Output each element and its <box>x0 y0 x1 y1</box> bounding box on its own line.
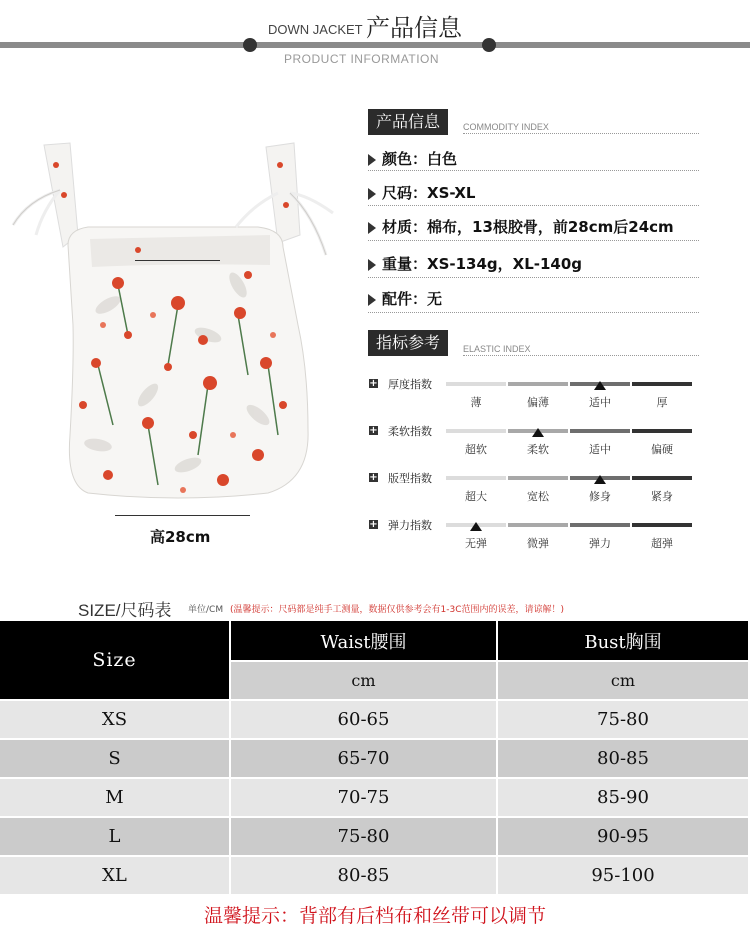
table-row <box>0 778 749 817</box>
index-option: 超软 <box>465 443 487 456</box>
plus-icon: + <box>369 472 378 483</box>
size-table-note: (温馨提示：尺码都是纯手工测量，数据仅供参考会有1-3C范围内的误差，请谅解！) <box>230 605 565 615</box>
elastic-heading: 指标参考 <box>368 330 448 356</box>
height-caption: 高28cm <box>150 528 211 546</box>
info-row-weight <box>368 253 582 274</box>
plus-icon: + <box>369 519 378 530</box>
bullet-icon <box>368 294 376 306</box>
info-text: 尺码：XS-XL <box>382 184 476 202</box>
cell-bust: 75-80 <box>497 700 749 739</box>
index-option: 偏硬 <box>651 443 673 456</box>
index-marker-icon <box>594 381 606 390</box>
cell-bust: 95-100 <box>497 856 749 895</box>
index-bar-segment <box>632 382 692 386</box>
header-cn-title: 产品信息 <box>366 14 462 42</box>
index-bar-segment <box>570 523 630 527</box>
info-row-accessories <box>368 288 442 309</box>
cell-waist: 65-70 <box>230 739 497 778</box>
index-option: 适中 <box>589 396 611 409</box>
header-dot-left <box>243 38 257 52</box>
index-option: 适中 <box>589 443 611 456</box>
measure-line-bottom <box>115 515 250 516</box>
cell-size: L <box>0 817 230 856</box>
divider <box>368 312 699 313</box>
cell-bust: 80-85 <box>497 739 749 778</box>
cell-size: XL <box>0 856 230 895</box>
index-bar-segment <box>570 429 630 433</box>
divider <box>368 240 699 241</box>
info-text: 重量：XS-134g，XL-140g <box>382 255 583 273</box>
index-option: 偏薄 <box>527 396 549 409</box>
index-label: 厚度指数 <box>388 378 432 391</box>
index-bar-segment <box>632 523 692 527</box>
index-option: 超弹 <box>651 537 673 550</box>
index-option: 柔软 <box>527 443 549 456</box>
divider <box>463 133 699 134</box>
cell-waist: 70-75 <box>230 778 497 817</box>
divider <box>368 277 699 278</box>
measure-line-top <box>135 260 220 261</box>
size-table-title: SIZE/尺码表 <box>78 601 172 620</box>
divider <box>368 170 699 171</box>
size-table-unit: 单位/CM <box>188 605 224 615</box>
index-option: 无弹 <box>465 537 487 550</box>
cell-size: M <box>0 778 230 817</box>
cell-waist: 80-85 <box>230 856 497 895</box>
table-row <box>0 700 749 739</box>
info-text: 配件：无 <box>382 290 443 308</box>
index-bar-segment <box>632 476 692 480</box>
index-bar-segment <box>632 429 692 433</box>
cell-waist: 75-80 <box>230 817 497 856</box>
waist-unit: cm <box>230 661 497 700</box>
commodity-heading: 产品信息 <box>368 109 448 135</box>
index-marker-icon <box>470 522 482 531</box>
index-option: 薄 <box>470 396 482 409</box>
bullet-icon <box>368 222 376 234</box>
index-bar-segment <box>446 382 506 386</box>
index-marker-icon <box>594 475 606 484</box>
waist-header: Waist腰围 <box>230 621 497 661</box>
index-option: 紧身 <box>651 490 673 503</box>
index-marker-icon <box>532 428 544 437</box>
index-bar-segment <box>508 523 568 527</box>
index-label: 柔软指数 <box>388 425 432 438</box>
index-bar-segment <box>508 382 568 386</box>
info-text: 颜色：白色 <box>382 150 458 168</box>
info-row-color <box>368 148 457 169</box>
cell-size: S <box>0 739 230 778</box>
cell-size: XS <box>0 700 230 739</box>
info-row-material <box>368 216 674 237</box>
bullet-icon <box>368 154 376 166</box>
header-en-title: DOWN JACKET <box>268 22 363 37</box>
index-bar-segment <box>446 429 506 433</box>
info-text: 材质：棉布，13根胶骨，前28cm后24cm <box>382 218 674 236</box>
plus-icon: + <box>369 425 378 436</box>
bust-unit: cm <box>497 661 749 700</box>
plus-icon: + <box>369 378 378 389</box>
index-option: 厚 <box>656 396 668 409</box>
cell-bust: 90-95 <box>497 817 749 856</box>
footer-note: 温馨提示：背部有后档布和丝带可以调节 <box>203 905 546 927</box>
index-bar-segment <box>446 476 506 480</box>
divider <box>368 205 699 206</box>
index-option: 微弹 <box>527 537 549 550</box>
index-option: 宽松 <box>527 490 549 503</box>
table-row <box>0 856 749 895</box>
elastic-heading-en: ELASTIC INDEX <box>463 344 531 354</box>
commodity-heading-en: COMMODITY INDEX <box>463 122 549 132</box>
index-bar-segment <box>508 476 568 480</box>
index-label: 版型指数 <box>388 472 432 485</box>
product-image <box>8 135 348 515</box>
index-option: 超大 <box>465 490 487 503</box>
bullet-icon <box>368 259 376 271</box>
index-option: 弹力 <box>589 537 611 550</box>
header-subtitle: PRODUCT INFORMATION <box>284 52 440 66</box>
size-header: Size <box>0 621 230 700</box>
index-option: 修身 <box>589 490 611 503</box>
header-dot-right <box>482 38 496 52</box>
table-row <box>0 739 749 778</box>
table-row <box>0 817 749 856</box>
size-table <box>0 621 750 896</box>
index-label: 弹力指数 <box>388 519 432 532</box>
info-row-size <box>368 182 476 203</box>
cell-waist: 60-65 <box>230 700 497 739</box>
bullet-icon <box>368 188 376 200</box>
cell-bust: 85-90 <box>497 778 749 817</box>
divider <box>463 355 699 356</box>
bust-header: Bust胸围 <box>497 621 749 661</box>
